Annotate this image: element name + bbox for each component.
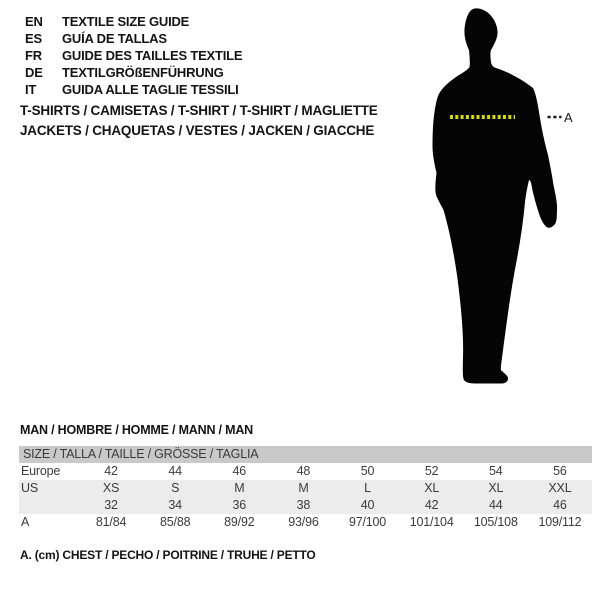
size-cell: 48 (296, 464, 311, 478)
size-cell: 40 (360, 498, 375, 512)
section-title-man: MAN / HOMBRE / HOMME / MANN / MAN (20, 423, 253, 437)
size-table-row (19, 514, 592, 531)
size-cell: 46 (232, 464, 247, 478)
language-row-it (25, 81, 242, 98)
language-row-de (25, 64, 242, 81)
size-cell: M (234, 481, 245, 495)
size-cell: 34 (168, 498, 182, 512)
size-table-header: SIZE / TALLA / TAILLE / GRÖSSE / TAGLIA (19, 446, 592, 463)
size-cell: 105/108 (473, 515, 518, 529)
size-cell: XL (488, 481, 504, 495)
size-cell: 46 (553, 498, 567, 512)
language-code: DE (25, 65, 43, 80)
size-cell: 93/96 (288, 515, 319, 529)
category-jackets: JACKETS / CHAQUETAS / VESTES / JACKEN / GIACCHE (20, 123, 375, 138)
category-tshirts: T-SHIRTS / CAMISETAS / T-SHIRT / T-SHIRT / MAGLIETTE (20, 103, 378, 118)
size-cell: 52 (424, 464, 439, 478)
size-row-label (19, 497, 79, 514)
language-code: FR (25, 48, 42, 63)
language-title: GUIDE DES TAILLES TEXTILE (62, 48, 243, 63)
size-cell: XS (102, 481, 120, 495)
size-row-label: Europe (21, 464, 61, 478)
size-cell: 85/88 (160, 515, 191, 529)
man-silhouette-shape (433, 8, 558, 383)
size-cell: 109/112 (538, 515, 582, 529)
man-silhouette (430, 5, 580, 390)
language-title: GUIDA ALLE TAGLIE TESSILI (62, 82, 239, 97)
measurement-footnote: A. (cm) CHEST / PECHO / POITRINE / TRUHE / PETTO (20, 548, 316, 562)
language-title: TEXTILGRÖßENFÜHRUNG (62, 65, 224, 80)
language-list (25, 13, 242, 98)
size-cell: 32 (104, 498, 118, 512)
language-code: IT (25, 82, 37, 97)
size-table (19, 446, 592, 531)
language-title: TEXTILE SIZE GUIDE (62, 14, 190, 29)
size-cell: XXL (548, 481, 572, 495)
size-table-row (19, 480, 592, 497)
language-row-fr (25, 47, 242, 64)
size-row-label: US (21, 481, 38, 495)
size-cell: 44 (489, 498, 503, 512)
size-cell: 42 (424, 498, 439, 512)
language-row-en (25, 13, 242, 30)
language-code: EN (25, 14, 43, 29)
size-row-label: A (21, 515, 30, 529)
size-cell: 42 (104, 464, 118, 478)
size-cell: 44 (168, 464, 182, 478)
size-cell: 50 (360, 464, 375, 478)
size-cell: S (171, 481, 180, 495)
size-table-row (19, 497, 592, 514)
size-table-body (19, 463, 592, 531)
size-cell: 97/100 (349, 515, 387, 529)
size-cell: 56 (553, 464, 567, 478)
size-cell: 38 (296, 498, 311, 512)
size-cell: 81/84 (95, 515, 127, 529)
language-code: ES (25, 31, 42, 46)
category-lines (20, 101, 378, 141)
measure-label-a: A (564, 110, 573, 125)
size-cell: 89/92 (224, 515, 255, 529)
size-cell: L (364, 481, 371, 495)
size-cell: XL (424, 481, 440, 495)
size-cell: 101/104 (409, 515, 454, 529)
language-row-es (25, 30, 242, 47)
size-table-row (19, 463, 592, 480)
language-title: GUÍA DE TALLAS (62, 31, 167, 46)
size-cell: 54 (489, 464, 503, 478)
size-cell: 36 (232, 498, 247, 512)
size-cell: M (298, 481, 309, 495)
